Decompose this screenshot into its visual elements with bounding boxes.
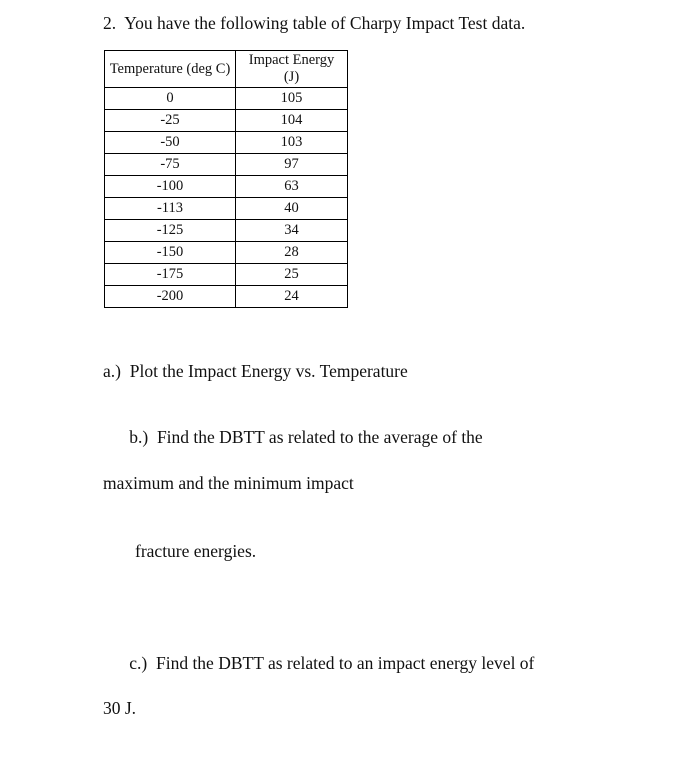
part-c-line-2: 30 J.: [103, 698, 137, 719]
table-row: [105, 87, 348, 109]
part-b-line-1: b.) Find the DBTT as related to the average of the: [129, 427, 483, 448]
table-row: [105, 153, 348, 175]
table-row: [105, 109, 348, 131]
part-c: [103, 629, 620, 766]
table-row: [105, 285, 348, 307]
part-b-line-3: fracture energies.: [135, 540, 257, 561]
table-row: [105, 263, 348, 285]
part-b: [103, 403, 620, 608]
table-row: [105, 241, 348, 263]
column-header-impact-energy: Impact Energy (J): [236, 51, 348, 87]
cell-temperature: -125: [105, 219, 236, 241]
cell-temperature: -175: [105, 263, 236, 285]
question-prompt: 2. You have the following table of Charpy Impact Test data.: [103, 13, 526, 33]
cell-impact-energy: 97: [236, 153, 348, 175]
cell-temperature: 0: [105, 87, 236, 109]
cell-temperature: -113: [105, 197, 236, 219]
part-c-line-1: c.) Find the DBTT as related to an impact energy level of: [129, 652, 535, 673]
part-a: a.) Plot the Impact Energy vs. Temperature: [103, 360, 408, 381]
cell-temperature: -75: [105, 153, 236, 175]
cell-temperature: -100: [105, 175, 236, 197]
table-row: [105, 175, 348, 197]
charpy-impact-table: [104, 50, 348, 307]
cell-impact-energy: 28: [236, 241, 348, 263]
table-head: [105, 51, 348, 87]
question-block: [103, 12, 610, 34]
table-row: [105, 197, 348, 219]
question-parts: [103, 360, 620, 766]
charpy-table-wrapper: [104, 50, 700, 307]
table-row: [105, 131, 348, 153]
cell-impact-energy: 25: [236, 263, 348, 285]
column-header-temperature: Temperature (deg C): [105, 51, 236, 87]
cell-impact-energy: 63: [236, 175, 348, 197]
table-body: [105, 87, 348, 307]
part-b-line-2: maximum and the minimum impact: [103, 472, 354, 493]
cell-temperature: -200: [105, 285, 236, 307]
cell-impact-energy: 105: [236, 87, 348, 109]
cell-impact-energy: 40: [236, 197, 348, 219]
cell-temperature: -50: [105, 131, 236, 153]
table-row: [105, 219, 348, 241]
cell-impact-energy: 103: [236, 131, 348, 153]
table-header-row: [105, 51, 348, 87]
cell-impact-energy: 34: [236, 219, 348, 241]
cell-temperature: -25: [105, 109, 236, 131]
cell-temperature: -150: [105, 241, 236, 263]
cell-impact-energy: 24: [236, 285, 348, 307]
cell-impact-energy: 104: [236, 109, 348, 131]
